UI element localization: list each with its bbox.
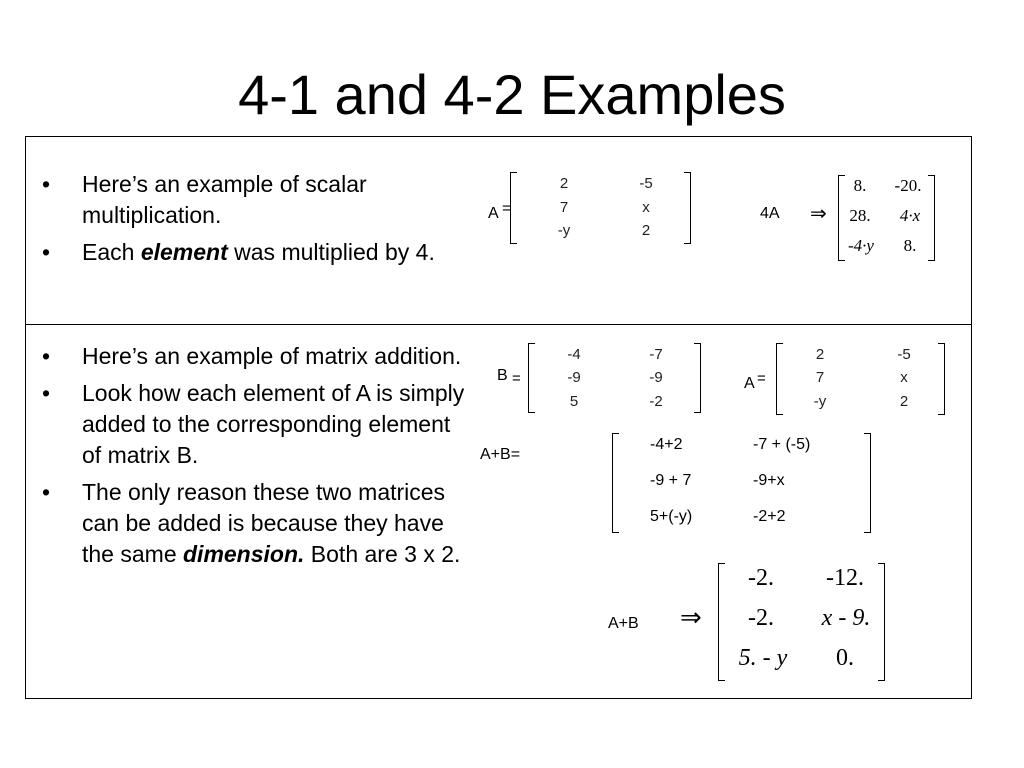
matrix-sum-cell: -2+2 — [753, 508, 786, 525]
matrix-b-cell: -2 — [649, 393, 663, 410]
matrix-sum-cell: -4+2 — [650, 436, 683, 453]
bullet-text: Each — [82, 239, 141, 265]
matrix-4a-cell: -4·y — [848, 236, 874, 255]
right-bracket — [694, 343, 701, 413]
left-bracket — [776, 343, 783, 415]
matrix-4a-cell: 28. — [849, 206, 871, 225]
equals-sign: = — [757, 370, 766, 387]
matrix-4a-cell: 8. — [853, 176, 867, 195]
bullet-item — [34, 237, 459, 268]
bullet-text: The only reason these two matrices can be added is because they have the same — [82, 479, 446, 567]
matrix-a-cell: -y — [813, 393, 827, 410]
matrix-a-cell: -y — [557, 222, 571, 239]
matrix-b-label: B — [497, 367, 508, 384]
matrix-result-cell: 0. — [836, 645, 854, 671]
slide-title: 4-1 and 4-2 Examples — [238, 63, 786, 126]
bullet-item — [34, 378, 474, 471]
bullet-text: Here’s an example of matrix addition. — [82, 343, 462, 369]
matrix-a-cell: x — [642, 199, 650, 216]
bullet-emphasis: element — [140, 239, 228, 265]
left-bracket — [612, 433, 619, 533]
implies-arrow-icon: ⇒ — [810, 201, 827, 225]
result-label: 4A — [760, 205, 780, 222]
bullet-text: Both are 3 x 2. — [304, 541, 461, 567]
matrix-a-cell: x — [900, 369, 908, 386]
matrix-sum-cell: -9+x — [753, 472, 785, 489]
bullet-item — [34, 341, 474, 372]
matrix-result-cell: -12. — [826, 565, 864, 591]
left-bracket — [510, 172, 517, 244]
right-bracket — [684, 172, 691, 244]
bullet-text: Look how each element of A is simply added to the corresponding element of matrix B. — [82, 380, 465, 468]
matrix-b-cell: -7 — [649, 346, 663, 363]
bullet-text: Here’s an example of scalar multiplication. — [82, 171, 367, 228]
bullet-item — [34, 477, 474, 570]
matrix-a-cell: 2 — [641, 222, 651, 239]
implies-arrow-icon: ⇒ — [680, 603, 702, 633]
matrix-sum-cell: -7 + (-5) — [753, 436, 811, 453]
matrix-a-cell: 2 — [815, 346, 825, 363]
matrix-result-cell: -2. — [748, 605, 774, 631]
matrix-sum-cell: -9 + 7 — [650, 472, 692, 489]
matrix-a-cell: -5 — [897, 346, 911, 363]
matrix-a-cell: 2 — [899, 393, 909, 410]
right-bracket — [938, 343, 945, 415]
matrix-b-cell: 5 — [569, 393, 579, 410]
matrix-result-cell: 5. - y — [738, 645, 788, 671]
bullet-emphasis: dimension. — [183, 541, 305, 567]
matrix-4a-cell: -20. — [894, 176, 922, 195]
bullet-text: was multiplied by 4. — [227, 239, 435, 265]
matrix-a-cell: -5 — [639, 175, 653, 192]
equals-sign: = — [512, 370, 521, 387]
matrix-b-cell: -9 — [567, 369, 581, 386]
bullet-item — [34, 169, 459, 231]
matrix-addition-box — [25, 324, 972, 699]
matrix-result-cell: x - 9. — [821, 605, 871, 631]
matrix-a-cell: 7 — [815, 369, 825, 386]
result-label: A+B — [608, 615, 639, 632]
matrix-a-label: A — [744, 375, 755, 392]
left-bracket — [528, 343, 535, 413]
matrix-sum-cell: 5+(-y) — [650, 508, 693, 525]
scalar-bullet-list — [34, 169, 459, 274]
matrix-4a-cell: 8. — [903, 236, 917, 255]
addition-bullet-list — [34, 341, 474, 576]
matrix-result-cell: -2. — [748, 565, 774, 591]
equals-sign: = — [502, 200, 511, 217]
matrix-a-cell: 7 — [559, 199, 569, 216]
scalar-multiplication-box — [25, 136, 972, 325]
matrix-a-cell: 2 — [559, 175, 569, 192]
matrix-b-cell: -4 — [567, 346, 581, 363]
matrix-4a-cell: 4·x — [899, 206, 921, 225]
matrix-b-cell: -9 — [649, 369, 663, 386]
sum-label: A+B= — [480, 446, 521, 463]
right-bracket — [864, 433, 871, 533]
matrix-a-label: A — [488, 205, 499, 222]
